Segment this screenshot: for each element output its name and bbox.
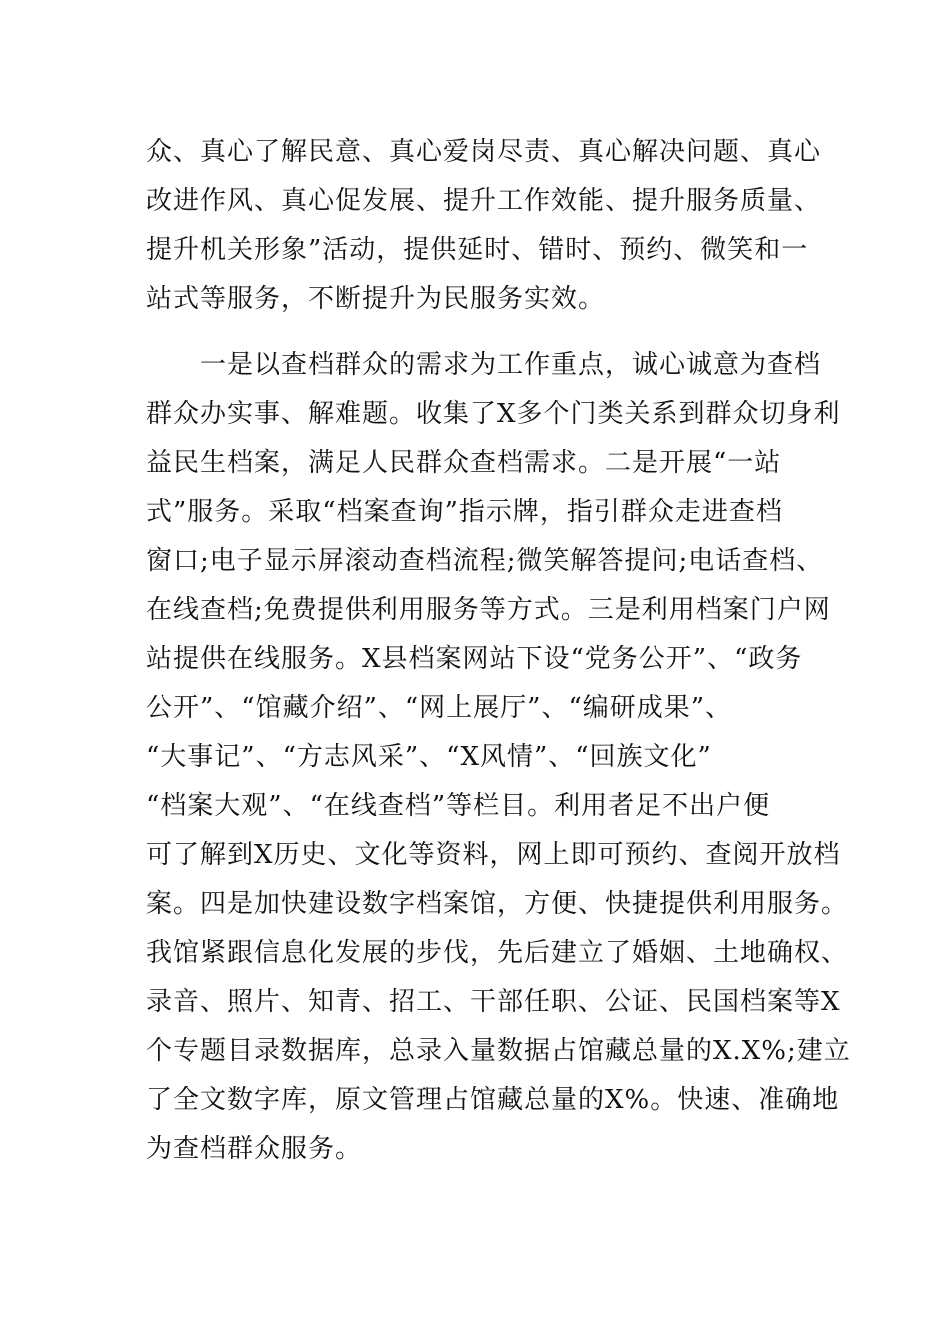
text-line: 站式等服务，不断提升为民服务实效。 bbox=[146, 284, 606, 314]
text-line: 提升机关形象”活动，提供延时、错时、预约、微笑和一 bbox=[146, 235, 809, 265]
text-line: 站提供在线服务。X县档案网站下设“党务公开”、“政务 bbox=[146, 644, 803, 674]
text-line: 可了解到X历史、文化等资料，网上即可预约、查阅开放档 bbox=[146, 840, 841, 870]
text-line: 公开”、“馆藏介绍”、“网上展厅”、“编研成果”、 bbox=[146, 693, 733, 723]
text-line: 我馆紧跟信息化发展的步伐，先后建立了婚姻、土地确权、 bbox=[146, 938, 849, 968]
text-line: “大事记”、“方志风采”、“X风情”、“回族文化” bbox=[146, 742, 712, 772]
text-line: 式”服务。采取“档案查询”指示牌，指引群众走进查档 bbox=[146, 497, 783, 527]
text-line: 改进作风、真心促发展、提升工作效能、提升服务质量、 bbox=[146, 186, 822, 216]
text-line: 个专题目录数据库，总录入量数据占馆藏总量的X.X%;建立 bbox=[146, 1036, 851, 1066]
text-line: 了全文数字库，原文管理占馆藏总量的X%。快速、准确地 bbox=[146, 1085, 840, 1115]
text-line: 众、真心了解民意、真心爱岗尽责、真心解决问题、真心 bbox=[146, 137, 822, 167]
text-line: 案。四是加快建设数字档案馆，方便、快捷提供利用服务。 bbox=[146, 889, 849, 919]
text-line: 益民生档案，满足人民群众查档需求。二是开展“一站 bbox=[146, 448, 782, 478]
paragraph-first-line: 一是以查档群众的需求为工作重点，诚心诚意为查档 bbox=[200, 350, 822, 380]
text-line: 窗口;电子显示屏滚动查档流程;微笑解答提问;电话查档、 bbox=[146, 546, 824, 576]
text-line: “档案大观”、“在线查档”等栏目。利用者足不出户便 bbox=[146, 791, 771, 821]
text-line: 录音、照片、知青、招工、干部任职、公证、民国档案等X bbox=[146, 987, 841, 1017]
text-line: 为查档群众服务。 bbox=[146, 1134, 363, 1164]
text-line: 群众办实事、解难题。收集了X多个门类关系到群众切身利 bbox=[146, 399, 841, 429]
text-line: 在线查档;免费提供利用服务等方式。三是利用档案门户网 bbox=[146, 595, 831, 625]
